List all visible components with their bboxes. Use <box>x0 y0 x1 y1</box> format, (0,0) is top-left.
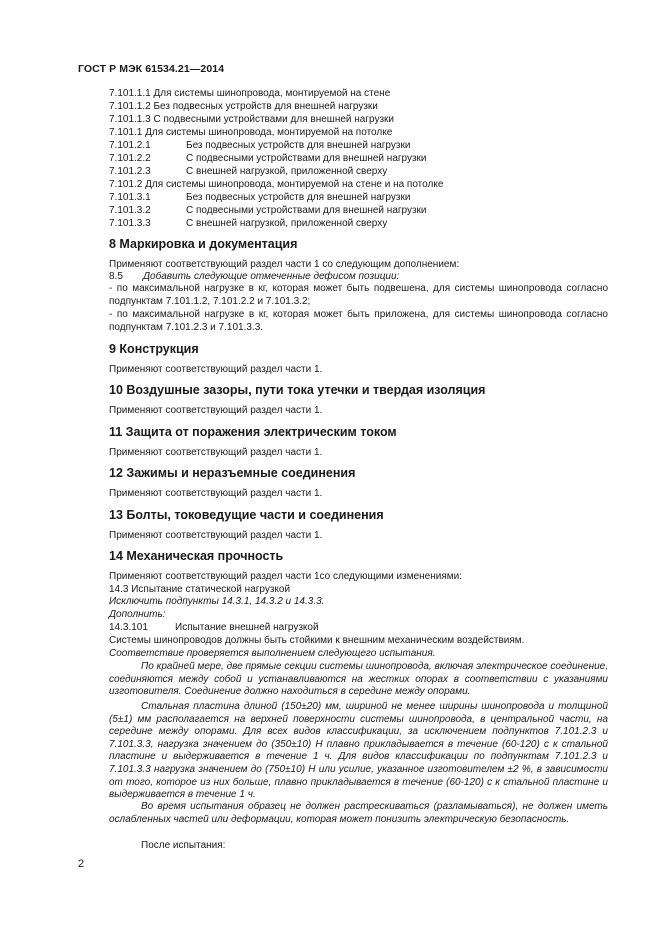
section-8-intro: Применяют соответствующий раздел части 1 со следующим дополнением: <box>109 259 460 270</box>
section-13-heading: 13 Болты, токоведущие части и соединения <box>109 508 384 522</box>
item-number: 7.101.3.2 <box>109 205 151 216</box>
section-14-requirement: Системы шинопроводов должны быть стойкими к внешним механическим воздействиям. <box>109 635 525 646</box>
list-item <box>109 140 539 152</box>
section-10-heading: 10 Воздушные зазоры, пути тока утечки и твердая изоляция <box>109 383 486 397</box>
section-14-paragraph-2 <box>109 701 608 802</box>
item-text: С подвесными устройствами для внешней нагрузки <box>186 205 427 216</box>
item-text: С внешней нагрузкой, приложенной сверху <box>186 218 388 229</box>
list-item: 7.101.1.3 С подвесными устройствами для внешней нагрузки <box>109 114 394 125</box>
list-item <box>109 166 539 178</box>
section-14-paragraph-4: После испытания: <box>141 840 226 851</box>
item-text: С подвесными устройствами для внешней нагрузки <box>186 153 427 164</box>
section-9-text: Применяют соответствующий раздел части 1. <box>109 364 323 375</box>
paragraph-text: По крайней мере, две прямые секции системы шинопровода, включая электрическое соединение, соединяются между собой и устанавливаются на жестких опорах в соответствии с указаниями изготовителя. Соединение должно находиться в середине между опорами. <box>109 661 608 698</box>
section-8-item <box>109 271 399 283</box>
section-10-text: Применяют соответствующий раздел части 1. <box>109 405 323 416</box>
section-14-intro: Применяют соответствующий раздел части 1со следующими изменениями: <box>109 571 462 582</box>
section-11-text: Применяют соответствующий раздел части 1. <box>109 447 323 458</box>
list-item <box>109 205 539 217</box>
item-number: 14.3.101 <box>109 622 148 633</box>
list-item: 7.101.1.2 Без подвесных устройств для внешней нагрузки <box>109 101 378 112</box>
section-14-compliance: Соответствие проверяется выполнением следующего испытания. <box>109 648 436 659</box>
paragraph-text: Стальная пластина длиной (150±20) мм, шириной не менее ширины шинопровода и толщиной (5±1) мм располагается на верхней поверхности системы шинопровода, в центральной части, на середине между опорами. Для всех видов классификации, за исключением подпунктов 7.101.2.3 и 7.101.3.3, нагрузка значением до (350±10) Н плавно прикладывается в течение (60-120) с к стальной пластине и выдерживается в течение 1 ч. Для видов классификации по подпунктам 7.101.2.3 и 7.101.3.3 нагрузка значением до (750±10) Н или усилие, указанное изготовителем ±2 %, в зависимости от того, которое из них больше, плавно прикладывается в течение (60-120) с к стальной пластине и выдерживается в течение 1 ч. <box>109 701 608 801</box>
item-text: Без подвесных устройств для внешней нагрузки <box>186 192 411 203</box>
section-14-exclude: Исключить подпункты 14.3.1, 14.3.2 и 14.3.3. <box>109 596 325 607</box>
section-14-paragraph-1 <box>109 661 608 699</box>
item-number: 7.101.2.1 <box>109 140 151 151</box>
section-14-item <box>109 622 319 634</box>
paragraph-text: Во время испытания образец не должен растрескиваться (разламываться), не должен иметь ослабленных частей или деформации, которая может понизить электрическую безопасность. <box>109 801 608 825</box>
section-14-supplement: Дополнить: <box>109 609 166 620</box>
list-item: 7.101.1 Для системы шинопровода, монтируемой на потолке <box>109 127 393 138</box>
list-item <box>109 218 539 230</box>
item-number: 7.101.3.1 <box>109 192 151 203</box>
page-number: 2 <box>78 858 85 870</box>
section-14-heading: 14 Механическая прочность <box>109 549 284 563</box>
section-14-paragraph-3 <box>109 801 608 826</box>
section-14-subheading: 14.3 Испытание статической нагрузкой <box>109 584 291 595</box>
section-8-dash-2: - по максимальной нагрузке в кг, которая может быть приложена, для системы шинопровода согласно подпунктам 7.101.2.3 и 7.101.3.3. <box>109 309 608 333</box>
item-number: 7.101.2.3 <box>109 166 151 177</box>
list-item: 7.101.1.1 Для системы шинопровода, монтируемой на стене <box>109 88 391 99</box>
item-text: Добавить следующие отмеченные дефисом позиции: <box>143 271 400 282</box>
section-12-text: Применяют соответствующий раздел части 1. <box>109 488 323 499</box>
list-item <box>109 192 539 204</box>
item-text: Без подвесных устройств для внешней нагрузки <box>186 140 411 151</box>
section-8-dash-1: - по максимальной нагрузке в кг, которая может быть подвешена, для системы шинопровода согласно подпунктам 7.101.1.2, 7.101.2.2 и 7.101.3.2; <box>109 283 608 307</box>
list-item <box>109 153 539 165</box>
section-12-heading: 12 Зажимы и неразъемные соединения <box>109 466 356 480</box>
document-header: ГОСТ Р МЭК 61534.21—2014 <box>78 63 225 75</box>
item-text: С внешней нагрузкой, приложенной сверху <box>186 166 388 177</box>
section-13-text: Применяют соответствующий раздел части 1. <box>109 530 323 541</box>
section-11-heading: 11 Защита от поражения электрическим током <box>109 425 397 439</box>
item-text: Испытание внешней нагрузкой <box>175 622 319 633</box>
section-8-heading: 8 Маркировка и документация <box>109 237 298 251</box>
item-number: 8.5 <box>109 271 123 282</box>
item-number: 7.101.3.3 <box>109 218 151 229</box>
section-9-heading: 9 Конструкция <box>109 342 199 356</box>
item-number: 7.101.2.2 <box>109 153 151 164</box>
list-item: 7.101.2 Для системы шинопровода, монтируемой на стене и на потолке <box>109 179 444 190</box>
